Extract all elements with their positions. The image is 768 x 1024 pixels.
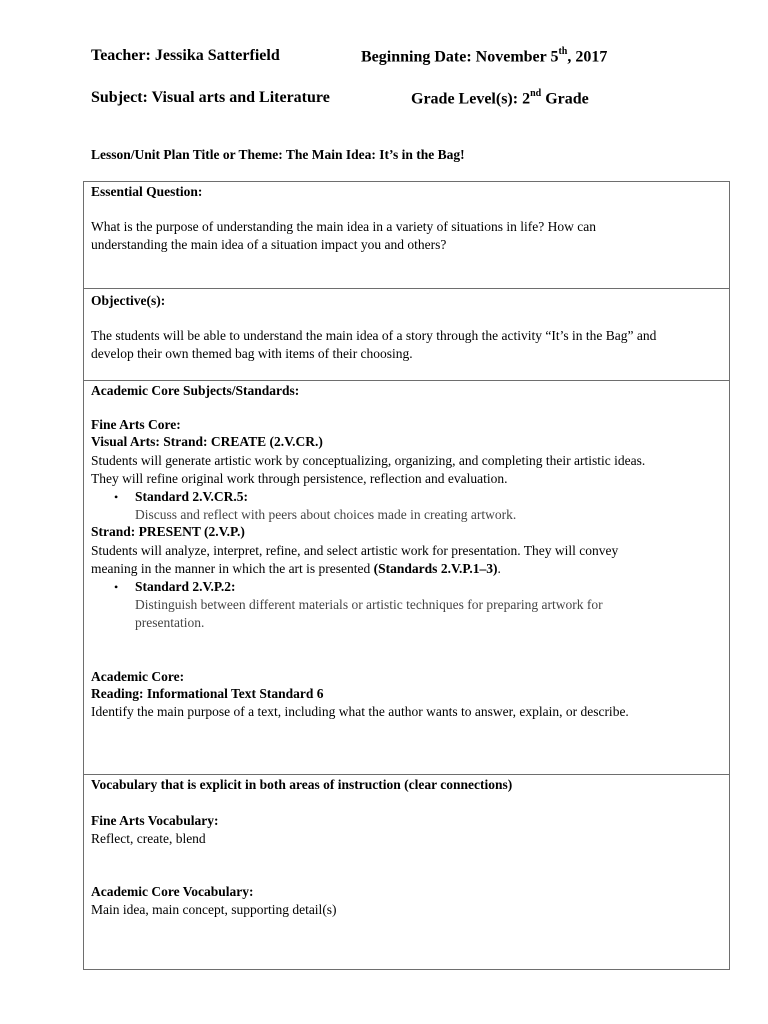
grade-level xyxy=(411,89,589,108)
standard-cr5-title: Standard 2.V.CR.5: xyxy=(135,489,249,504)
reading-standard-text: Identify the main purpose of a text, including what the author wants to answer, explain, or describe. xyxy=(91,704,629,719)
bullet-icon: • xyxy=(114,490,119,504)
academic-core-vocabulary-heading: Academic Core Vocabulary: xyxy=(91,884,254,899)
grade-superscript: nd xyxy=(530,88,542,99)
grade-prefix: Grade Level(s): 2 xyxy=(411,90,531,108)
standard-vp2-line-1: Distinguish between different materials or artistic techniques for preparing artwork for xyxy=(135,597,603,612)
lesson-title: Lesson/Unit Plan Title or Theme: The Main Idea: It’s in the Bag! xyxy=(91,147,465,162)
date-prefix: Beginning Date: November 5 xyxy=(361,48,559,66)
teacher-text: Teacher: Jessika Satterfield xyxy=(91,47,280,64)
create-description-line-2: They will refine original work through persistence, reflection and evaluation. xyxy=(91,471,508,486)
essential-question-section xyxy=(84,182,729,288)
objective-section xyxy=(84,288,729,380)
fine-arts-core-heading: Fine Arts Core: xyxy=(91,417,181,432)
lesson-plan-table xyxy=(83,181,730,970)
standards-heading: Academic Core Subjects/Standards: xyxy=(91,383,300,398)
standard-cr5-text: Discuss and reflect with peers about choices made in creating artwork. xyxy=(135,507,517,522)
beginning-date xyxy=(361,47,607,66)
grade-suffix: Grade xyxy=(541,90,589,108)
standard-vp2-line-2: presentation. xyxy=(135,615,205,630)
vocabulary-section xyxy=(84,774,729,969)
present-line-2-period: . xyxy=(497,561,501,576)
objective-line-2: develop their own themed bag with items of their choosing. xyxy=(91,346,413,361)
objective-heading: Objective(s): xyxy=(91,293,166,308)
fine-arts-vocabulary-heading: Fine Arts Vocabulary: xyxy=(91,813,219,828)
bullet-icon: • xyxy=(114,580,119,594)
visual-arts-strand: Visual Arts: Strand: CREATE (2.V.CR.) xyxy=(91,434,323,449)
essential-question-heading: Essential Question: xyxy=(91,184,203,199)
present-standards-ref: (Standards 2.V.P.1–3) xyxy=(373,561,498,576)
objective-line-1: The students will be able to understand the main idea of a story through the activity “It’s in the Bag” and xyxy=(91,328,657,343)
essential-question-line-2: understanding the main idea of a situation impact you and others? xyxy=(91,237,447,252)
present-line-2-text: meaning in the manner in which the art is presented xyxy=(91,561,374,576)
essential-question-line-1: What is the purpose of understanding the main idea in a variety of situations in life? How can xyxy=(91,219,596,234)
academic-core-heading: Academic Core: xyxy=(91,669,185,684)
subject xyxy=(91,89,330,107)
fine-arts-vocabulary-words: Reflect, create, blend xyxy=(91,831,206,846)
teacher-name xyxy=(91,47,280,65)
date-suffix: , 2017 xyxy=(567,48,608,66)
create-description-line-1: Students will generate artistic work by conceptualizing, organizing, and completing their artistic ideas. xyxy=(91,453,646,468)
vocabulary-heading: Vocabulary that is explicit in both areas of instruction (clear connections) xyxy=(91,777,513,792)
date-superscript: th xyxy=(558,46,568,57)
reading-standard: Reading: Informational Text Standard 6 xyxy=(91,686,324,701)
standards-section xyxy=(84,380,729,774)
standard-vp2-title: Standard 2.V.P.2: xyxy=(135,579,236,594)
present-description-line-2 xyxy=(91,560,721,578)
present-description-line-1: Students will analyze, interpret, refine, and select artistic work for presentation. They will convey xyxy=(91,543,619,558)
present-strand: Strand: PRESENT (2.V.P.) xyxy=(91,524,245,539)
academic-core-vocabulary-words: Main idea, main concept, supporting detail(s) xyxy=(91,902,337,917)
subject-text: Subject: Visual arts and Literature xyxy=(91,89,330,106)
